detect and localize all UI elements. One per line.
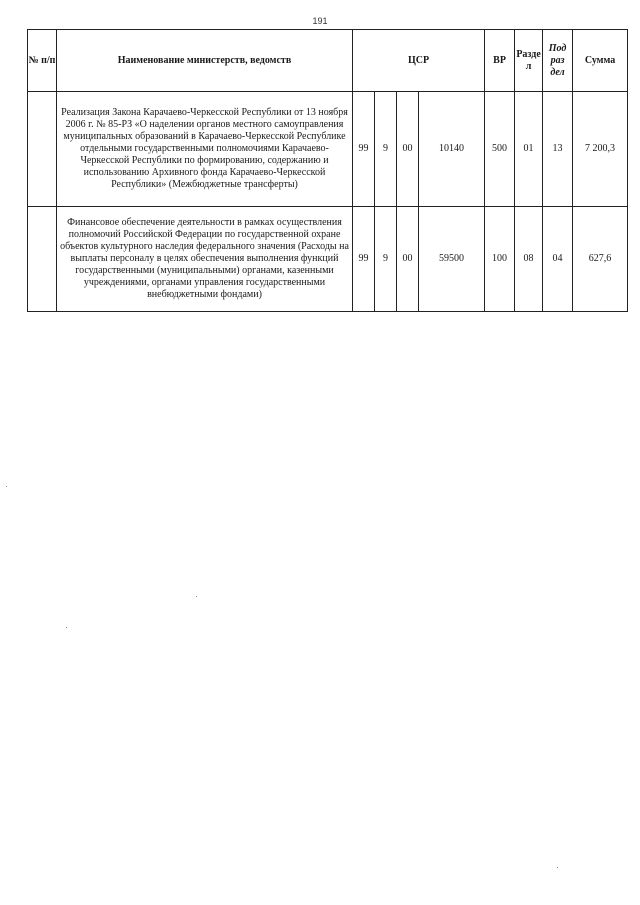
row-razdel-cell: 01 xyxy=(515,92,543,207)
row-csr4-cell: 10140 xyxy=(419,92,485,207)
row-podrazdel-cell: 13 xyxy=(543,92,573,207)
scan-speck xyxy=(196,596,197,597)
page-number: 191 xyxy=(312,16,328,26)
scan-speck xyxy=(6,486,7,487)
header-summa: Сумма xyxy=(573,30,628,92)
row-name-cell: Реализация Закона Карачаево-Черкесской Республики от 13 ноября 2006 г. № 85-РЗ «О наделении органов местного самоуправления муниципальных образований в Карачаево-Черкесской Республике отдельными государственными полномочиями Карачаево-Черкесской Республики по формированию, содержанию и использованию Архивного фонда Карачаево-Черкесской Республики» (Межбюджетные трансферты) xyxy=(57,92,353,207)
table-header-row xyxy=(28,30,628,92)
row-csr2-cell: 9 xyxy=(375,92,397,207)
row-summa-cell: 7 200,3 xyxy=(573,92,628,207)
budget-table xyxy=(27,29,628,312)
table-row xyxy=(28,92,628,207)
header-num: № п/п xyxy=(28,30,57,92)
header-name: Наименование министерств, ведомств xyxy=(57,30,353,92)
row-csr3-cell: 00 xyxy=(397,92,419,207)
row-num-cell xyxy=(28,92,57,207)
row-csr2-cell: 9 xyxy=(375,207,397,312)
row-csr3-cell: 00 xyxy=(397,207,419,312)
header-csr: ЦСР xyxy=(353,30,485,92)
row-podrazdel-cell: 04 xyxy=(543,207,573,312)
row-vr-cell: 100 xyxy=(485,207,515,312)
scan-speck xyxy=(557,867,558,868)
scan-speck xyxy=(66,627,67,628)
header-podrazdel xyxy=(543,30,573,92)
header-podrazdel-text: Под раз дел xyxy=(548,42,567,78)
row-razdel-cell: 08 xyxy=(515,207,543,312)
table-row xyxy=(28,207,628,312)
row-csr1-cell: 99 xyxy=(353,207,375,312)
row-csr4-cell: 59500 xyxy=(419,207,485,312)
row-csr1-cell: 99 xyxy=(353,92,375,207)
header-vr: ВР xyxy=(485,30,515,92)
row-name-cell: Финансовое обеспечение деятельности в рамках осуществления полномочий Российской Федерации по государственной охране объектов культурного наследия федерального значения (Расходы на выплаты персоналу в целях обеспечения выполнения функций государственными (муниципальными) органами, казенными учреждениями, органами управления государственными внебюджетными фондами) xyxy=(57,207,353,312)
header-razdel: Разде л xyxy=(515,30,543,92)
row-summa-cell: 627,6 xyxy=(573,207,628,312)
row-vr-cell: 500 xyxy=(485,92,515,207)
row-num-cell xyxy=(28,207,57,312)
